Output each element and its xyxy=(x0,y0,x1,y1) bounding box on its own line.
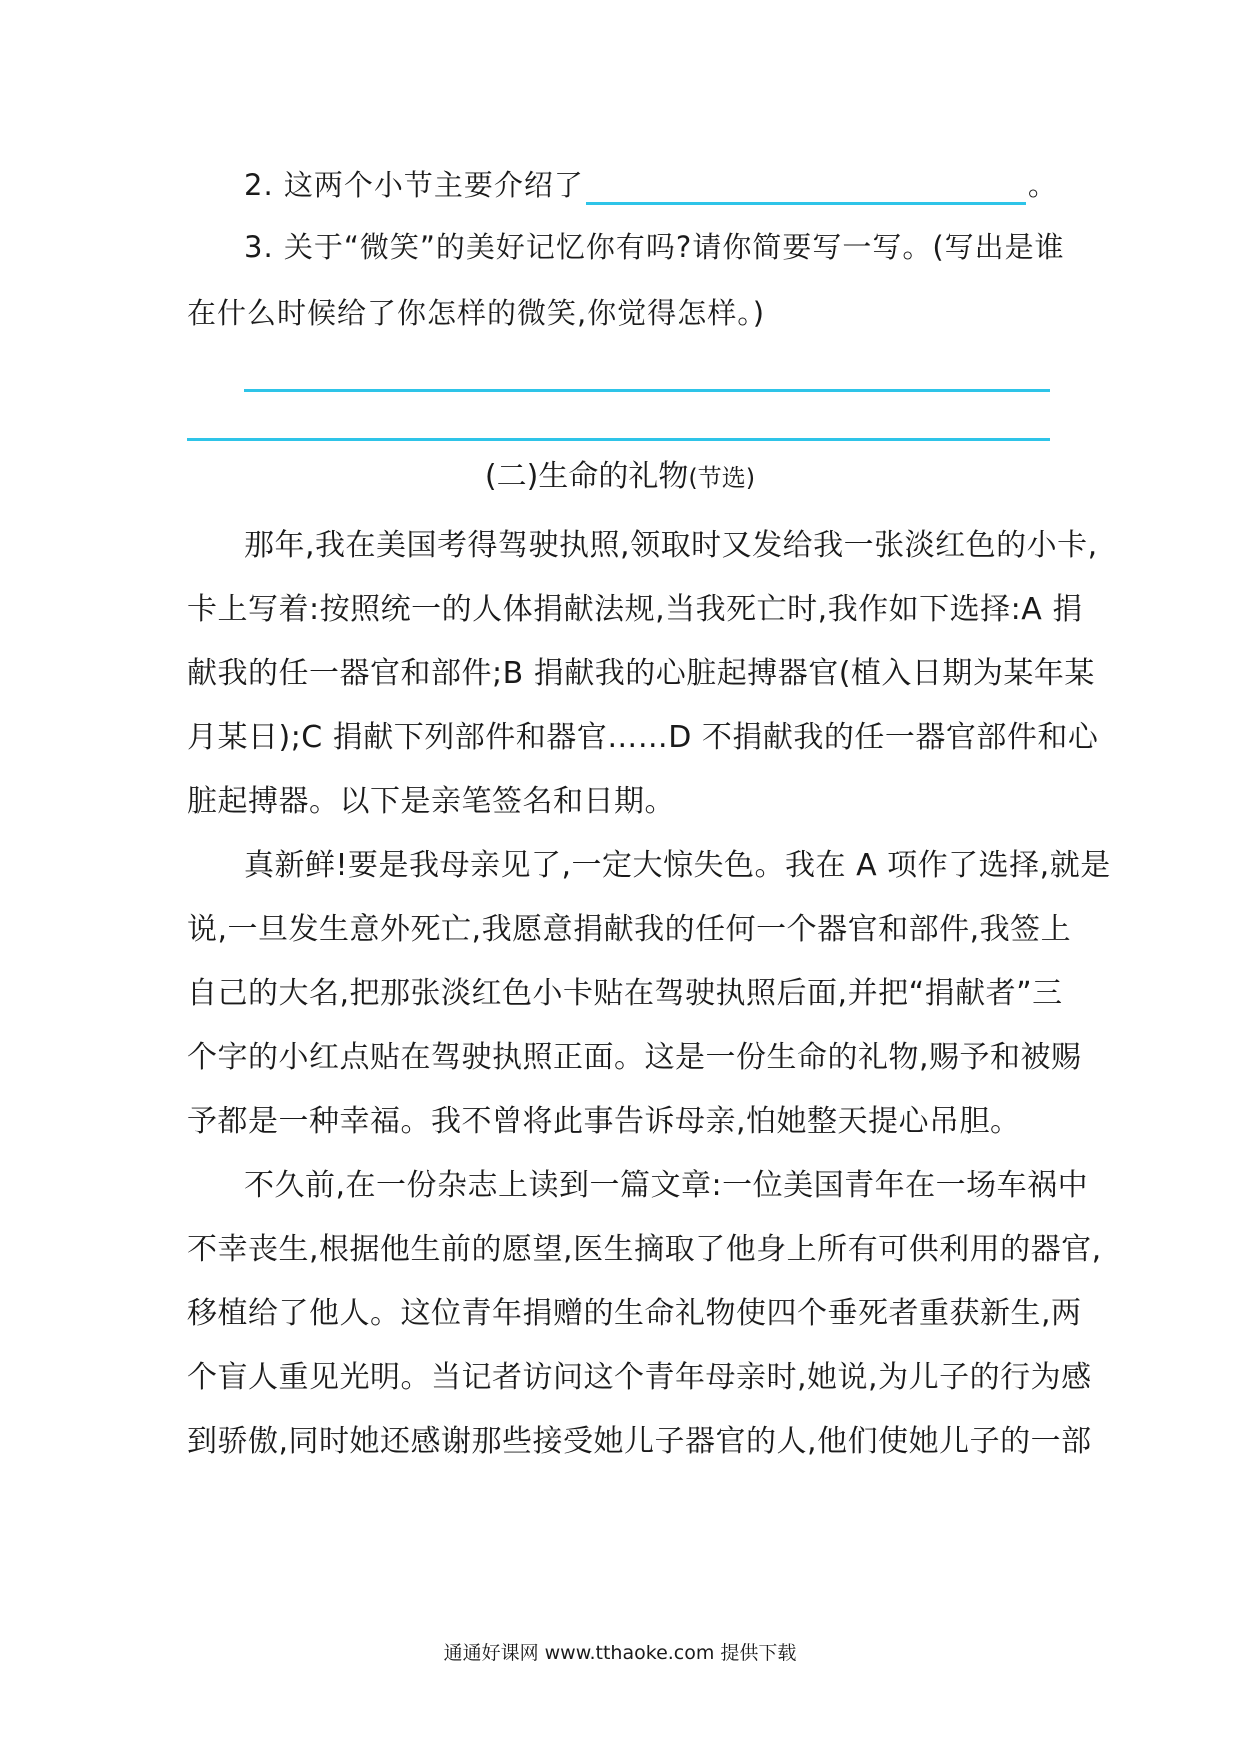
passage-line: 说,一旦发生意外死亡,我愿意捐献我的任何一个器官和部件,我签上 xyxy=(187,912,1072,947)
footer-credit: 通通好课网 www.tthaoke.com 提供下载 xyxy=(443,1642,797,1664)
section-title-sub: (节选) xyxy=(688,464,756,492)
passage-line: 真新鲜!要是我母亲见了,一定大惊失色。我在 A 项作了选择,就是 xyxy=(244,848,1111,883)
question-2 xyxy=(244,165,1058,205)
question-3-line-2: 在什么时候给了你怎样的微笑,你觉得怎样。) xyxy=(187,296,766,330)
passage-line: 自己的大名,把那张淡红色小卡贴在驾驶执照后面,并把“捐献者”三 xyxy=(187,976,1063,1011)
question-3-line-1: 3. 关于“微笑”的美好记忆你有吗?请你简要写一写。(写出是谁 xyxy=(244,230,1065,264)
passage-line: 卡上写着:按照统一的人体捐献法规,当我死亡时,我作如下选择:A 捐 xyxy=(187,592,1083,627)
section-title xyxy=(0,457,1240,498)
passage-line: 到骄傲,同时她还感谢那些接受她儿子器官的人,他们使她儿子的一部 xyxy=(187,1424,1092,1459)
passage-line: 献我的任一器官和部件;B 捐献我的心脏起搏器官(植入日期为某年某 xyxy=(187,656,1095,691)
passage-line: 个字的小红点贴在驾驶执照正面。这是一份生命的礼物,赐予和被赐 xyxy=(187,1040,1082,1075)
question-2-end: 。 xyxy=(1027,168,1058,202)
passage-line: 脏起搏器。以下是亲笔签名和日期。 xyxy=(187,784,675,819)
question-2-answer-blank[interactable] xyxy=(586,172,1026,205)
answer-line-2[interactable] xyxy=(187,438,1050,441)
section-title-main: (二)生命的礼物 xyxy=(484,459,689,494)
passage-line: 个盲人重见光明。当记者访问这个青年母亲时,她说,为儿子的行为感 xyxy=(187,1360,1092,1395)
passage-line: 那年,我在美国考得驾驶执照,领取时又发给我一张淡红色的小卡, xyxy=(244,528,1098,563)
passage-line: 不久前,在一份杂志上读到一篇文章:一位美国青年在一场车祸中 xyxy=(244,1168,1089,1203)
answer-line-1[interactable] xyxy=(244,389,1050,392)
passage-line: 移植给了他人。这位青年捐赠的生命礼物使四个垂死者重获新生,两 xyxy=(187,1296,1082,1331)
question-2-text: 2. 这两个小节主要介绍了 xyxy=(244,168,584,202)
passage-line: 不幸丧生,根据他生前的愿望,医生摘取了他身上所有可供利用的器官, xyxy=(187,1232,1102,1267)
passage-line: 月某日);C 捐献下列部件和器官……D 不捐献我的任一器官部件和心 xyxy=(187,720,1099,755)
passage-line: 予都是一种幸福。我不曾将此事告诉母亲,怕她整天提心吊胆。 xyxy=(187,1104,1021,1139)
